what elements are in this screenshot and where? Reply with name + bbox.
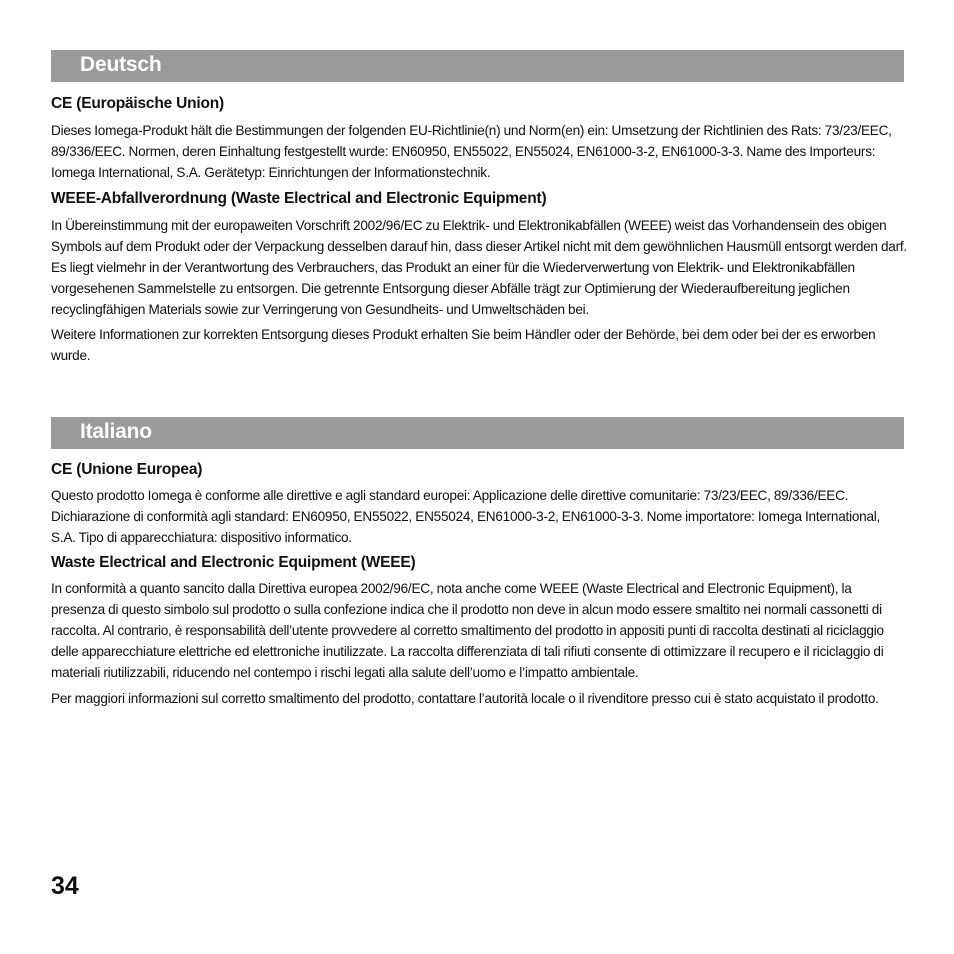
section-title: Italiano [80,420,152,443]
weee-heading: Waste Electrical and Electronic Equipment (WEEE) [51,554,416,571]
ce-text: Dieses Iomega-Produkt hält die Bestimmungen der folgenden EU-Richtlinie(n) und Norm(en) ein: Umsetzung der Richtlinien des Rats: 73/23/EEC, 89/336/EEC. Normen, deren Einhaltung festgestellt wurde: EN60950, EN55022, EN55024, EN61000-3-2, EN61000-3-3. Name des Importeurs: Iomega International, S.A. Gerätetyp: Einrichtungen der Informationstechnik. [51,123,892,180]
section-header-italiano [51,417,904,449]
weee-text: In conformità a quanto sancito dalla Direttiva europea 2002/96/EC, nota anche come WEEE (Waste Electrical and Electronic Equipment), la presenza di questo simbolo sul prodotto o sulla confezione indica che il prodotto non deve in alcun modo essere smaltito nei normali cassonetti di raccolta. Al contrario, è responsabilità dell’utente provvedere al corretto smaltimento del prodotto in appositi punti di raccolta destinati al riciclaggio delle apparecchiature elettriche ed elettroniche inutilizzate. La raccolta differenziata di tali rifiuti consente di ottimizzare il recupero e il riciclaggio di materiali riutilizzabili, riducendo nel contempo i rischi legati alla salute dell’uomo e l’impatto ambientale. [51,581,884,680]
ce-text: Questo prodotto Iomega è conforme alle direttive e agli standard europei: Applicazione delle direttive comunitarie: 73/23/EEC, 89/336/EEC. Dichiarazione di conformità agli standard: EN60950, EN55022, EN55024, EN61000-3-2, EN61000-3-3. Nome importatore: Iomega International, S.A. Tipo di apparecchiatura: dispositivo informatico. [51,488,881,545]
section-header-deutsch [51,50,904,82]
ce-heading: CE (Unione Europea) [51,461,203,478]
section-body-italiano [51,460,907,709]
weee-text: In Übereinstimmung mit der europaweiten Vorschrift 2002/96/EC zu Elektrik- und Elektronikabfällen (WEEE) weist das Vorhandensein des obigen Symbols auf dem Produkt oder der Verpackung desselben darauf hin, dass dieser Artikel nicht mit dem gewöhnlichen Hausmüll entsorgt werden darf. Es liegt vielmehr in der Verantwortung des Verbrauchers, das Produkt an einer für die Wiederverwertung von Elektrik- und Elektronikabfällen vorgesehenen Sammelstelle zu entsorgen. Die getrennte Entsorgung dieser Abfälle trägt zur Optimierung der Wiederaufbereitung jeglichen recyclingfähigen Materials sowie zur Verringerung von Gesundheits- und Umweltschäden bei. [51,218,907,317]
ce-heading: CE (Europäische Union) [51,95,225,112]
section-title: Deutsch [80,53,162,76]
page-number: 34 [51,872,79,900]
weee-heading: WEEE-Abfallverordnung (Waste Electrical and Electronic Equipment) [51,190,547,207]
section-body-deutsch [51,94,907,366]
info-text: Per maggiori informazioni sul corretto smaltimento del prodotto, contattare l’autorità locale o il rivenditore presso cui è stato acquistato il prodotto. [51,691,879,706]
info-text: Weitere Informationen zur korrekten Entsorgung dieses Produkt erhalten Sie beim Händler oder der Behörde, bei dem oder bei der es erworben wurde. [51,327,876,363]
